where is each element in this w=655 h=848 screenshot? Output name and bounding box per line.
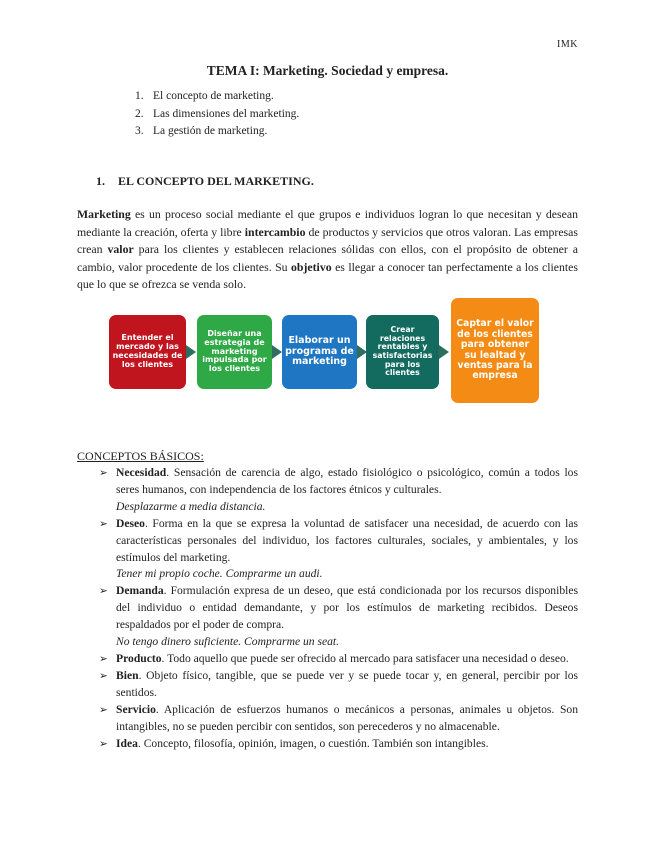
term-objetivo: objetivo [291, 259, 332, 274]
arrow-bullet-icon: ➢ [99, 737, 108, 750]
concept-term: Deseo [116, 516, 145, 530]
concept-text [116, 465, 578, 516]
concepts-heading [77, 449, 204, 464]
concept-text [116, 583, 578, 651]
concept-example: No tengo dinero suficiente. Comprarme un seat. [116, 635, 340, 649]
concept-text [116, 702, 578, 736]
concept-example: Tener mi propio coche. Comprarme un audi. [116, 567, 323, 581]
concept-text [116, 668, 578, 702]
concept-item-servicio [99, 702, 578, 736]
concept-item-deseo [99, 516, 578, 584]
process-step-relations: Crear relaciones rentables y satisfactorias para los clientes [366, 315, 439, 389]
section-title: EL CONCEPTO DEL MARKETING. [118, 174, 314, 188]
process-step-understand: Entender el mercado y las necesidades de los clientes [109, 315, 186, 389]
paragraph-text: de productos y servicios que otros valoran. Las empresas crean [77, 224, 578, 257]
concept-definition: . Aplicación de esfuerzos humanos o mecánicos a personas, animales u objetos. Son intangibles, no se pueden percibir con sentidos, son perecederos y no almacenable. [116, 702, 578, 733]
concept-item-necesidad [99, 465, 578, 516]
concept-example: Desplazarme a media distancia. [116, 499, 266, 513]
process-step-capture-value: Captar el valor de los clientes para obtener su lealtad y ventas para la empresa [451, 298, 539, 403]
concept-definition: . Todo aquello que puede ser ofrecido al mercado para satisfacer una necesidad o deseo. [161, 651, 569, 665]
concepts-list [99, 465, 578, 752]
concept-definition: . Formulación expresa de un deseo, que está condicionada por los recursos disponibles del individuo o entidad demandante, y por los estímulos de marketing recibidos. Deseos respaldados por el poder de compra. [116, 584, 578, 632]
paragraph-text: es un proceso social mediante el que grupos e individuos logran lo que necesitan y desean mediante la creación, oferta y libre [77, 207, 578, 239]
process-arrow [186, 345, 196, 359]
arrow-bullet-icon: ➢ [99, 703, 108, 716]
concept-term: Servicio [116, 702, 156, 716]
toc-label: El concepto de marketing. [153, 90, 274, 102]
process-arrow [439, 345, 449, 359]
concept-definition: . Forma en la que se expresa la voluntad de satisfacer una necesidad, de acuerdo con las características personales del individuo, los factores culturales, sociales, y ambientales, y los estímulos del marketing. [116, 516, 578, 564]
concept-definition: . Objeto físico, tangible, que se puede ver y se puede tocar y, en general, percibir por los sentidos. [116, 668, 578, 699]
section-heading [96, 174, 314, 189]
process-arrow [272, 345, 282, 359]
concept-text [116, 736, 578, 753]
header-tag: IMK [557, 39, 578, 50]
concept-item-bien [99, 668, 578, 702]
concept-definition: . Sensación de carencia de algo, estado fisiológico o psicológico, común a todos los seres humanos, con independencia de los factores étnicos y culturales. [116, 466, 578, 496]
paragraph-text: es llegar a conocer tan perfectamente a los clientes que lo que se ofrezca se venda solo. [77, 259, 578, 292]
arrow-bullet-icon: ➢ [99, 517, 108, 530]
toc-item [135, 123, 299, 141]
concept-term: Demanda [116, 584, 164, 598]
concept-text [116, 651, 578, 668]
term-intercambio: intercambio [244, 224, 306, 239]
toc-number: 2. [135, 107, 144, 120]
toc-number: 3. [135, 125, 144, 137]
marketing-definition-paragraph [77, 206, 578, 294]
concepts-heading-text: CONCEPTOS BÁSICOS [77, 449, 201, 463]
concept-text [116, 516, 578, 584]
concepts-heading-colon: : [200, 449, 204, 463]
concept-term: Necesidad [116, 466, 167, 479]
arrow-bullet-icon: ➢ [99, 652, 108, 665]
paragraph-text: para los clientes y establecen relaciones sólidas con ellos, con el propósito de obtener a cambio, valor procedente de los clientes. Su [77, 242, 578, 274]
arrow-bullet-icon: ➢ [99, 467, 108, 479]
toc-label: Las dimensiones del marketing. [153, 107, 300, 120]
marketing-process-diagram [109, 298, 539, 403]
term-valor: valor [107, 242, 134, 257]
process-step-program: Elaborar un programa de marketing [282, 315, 357, 389]
concept-term: Producto [116, 651, 162, 665]
page-title: TEMA I: Marketing. Sociedad y empresa. [206, 63, 449, 78]
toc-label: La gestión de marketing. [153, 125, 268, 137]
concept-item-idea [99, 736, 578, 753]
toc-number: 1. [135, 90, 144, 102]
section-number: 1. [96, 174, 105, 188]
arrow-bullet-icon: ➢ [99, 669, 108, 682]
concept-definition: . Concepto, filosofía, opinión, imagen, o cuestión. También son intangibles. [137, 736, 489, 750]
concept-item-demanda [99, 583, 578, 651]
toc-item [135, 88, 299, 106]
toc-item [135, 106, 299, 124]
table-of-contents [135, 88, 299, 141]
arrow-bullet-icon: ➢ [99, 585, 108, 598]
concept-term: Idea [116, 736, 138, 750]
process-step-design: Diseñar una estrategia de marketing impulsada por los clientes [197, 315, 272, 389]
concept-term: Bien [116, 668, 139, 682]
term-marketing: Marketing [77, 207, 131, 221]
concept-item-producto [99, 651, 578, 668]
